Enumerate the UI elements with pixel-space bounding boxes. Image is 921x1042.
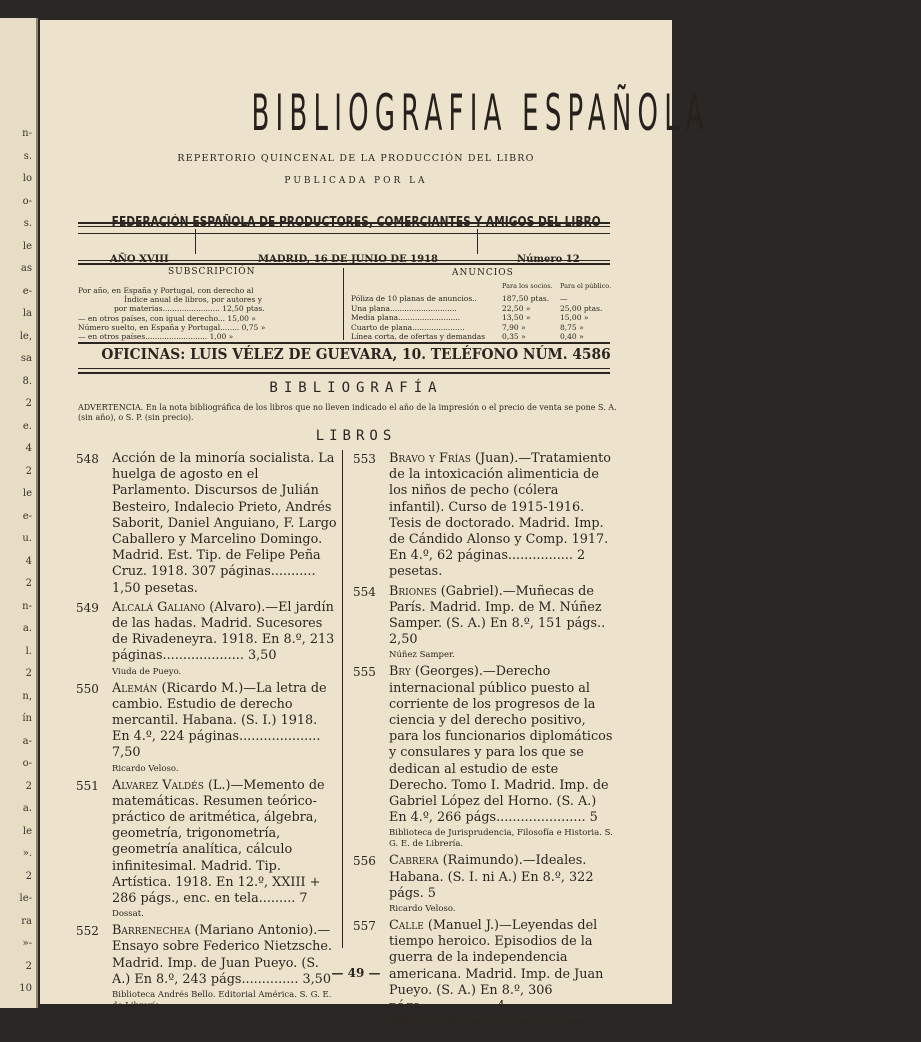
entry-number: 556 [353,854,376,869]
entry-text: (Mariano Antonio).—Ensayo sobre Federico Nietzsche. Madrid. Imp. de Juan Pueyo. (S. A.) En 8.º, 243 págs.............. 3,50 [112,923,333,987]
ad-label: Póliza de 10 planas de anuncios.. [351,294,477,303]
entry-text: (Raimundo).—Ideales. Habana. (S. I. ni A.) En 8.º, 322 págs. 5 [389,853,594,901]
subscription-line: por materias........................ 12,50 ptas. [114,304,265,314]
subsection-heading: LIBROS [315,428,397,444]
book-entry [76,451,338,597]
margin-fragment: n, [22,690,32,702]
page-number: — 49 — [331,966,381,980]
entry-imprint: Núñez Samper. [389,650,455,661]
margin-fragment: 2 [25,870,32,882]
rule [78,226,610,227]
margin-fragment: ». [22,848,32,859]
ads-col-publico: Para el público. [560,282,612,290]
ad-label: Cuarto de plana...................... [351,322,465,332]
entry-author: Bry [389,664,411,680]
rule [78,260,610,261]
book-entry [76,681,338,775]
ad-publico: 0,40 » [560,332,584,342]
year-label: AÑO XVIII [110,254,169,265]
margin-fragment: s. [23,218,32,229]
entry-number: 554 [353,584,376,599]
entry-text: (Gabriel).—Muñecas de París. Madrid. Imp. de M. Núñez Samper. (S. A.) En 8.º, 151 págs.. 2,50 [389,583,606,648]
margin-fragment: 2 [25,398,32,409]
entry-text: (Alvaro).—El jardín de las hadas. Madrid. Sucesores de Rivadeneyra. 1918. En 8.º, 213 páginas.................... 3,50 [112,599,335,664]
entry-number: 553 [353,452,376,466]
margin-fragment: o- [22,758,32,769]
subscription-heading: SUBSCRIPCIÓN [168,267,256,277]
book-entry [76,778,338,921]
ad-publico: 25,00 ptas. [560,303,603,313]
ad-publico: 15,00 » [560,313,589,323]
margin-fragment: a. [22,803,32,814]
entry-number: 548 [76,452,99,466]
entry-author: Briones [389,583,437,599]
journal-title: BIBLIOGRAFIA ESPAÑOLA [251,84,710,142]
book-entry [353,451,613,581]
margin-fragment: le [22,825,32,837]
entry-number: 552 [76,924,99,939]
margin-fragment: a- [22,735,32,747]
rule [78,368,610,369]
margin-fragment: la [22,308,32,319]
rule [78,222,610,224]
entries-left-column [76,451,338,1015]
book-entry [353,853,613,915]
rule [78,342,610,344]
margin-fragment: n- [22,128,32,139]
subscription-line: — en otros países, con igual derecho... 15,00 » [78,313,256,323]
issue-date: MADRID, 16 DE JUNIO DE 1918 [258,254,439,265]
margin-fragment: 2 [25,780,32,792]
entry-text: (Ricardo M.)—La letra de cambio. Estudio de derecho mercantil. Habana. (S. I.) 1918. En 4.º, 224 páginas.................... 7,50 [112,680,327,761]
rule [78,372,610,374]
ads-col-socios: Para los socios. [502,282,553,290]
book-entry [353,584,613,662]
entry-author: Calle [389,918,424,934]
subscription-line: — en otros países.......................... 1,00 » [78,332,234,341]
entry-text: (Juan).—Tratamiento de la intoxicación alimenticia de los niños de pecho (cólera infantil). Curso de 1915-1916. Tesis de doctorado. Madrid. Imp. de Cándido Alonso y Comp. 1917. En 4.º, 62 páginas................ 2 pesetas. [389,451,612,580]
advertencia-note: ADVERTENCIA. En la nota bibliográfica de los libros que no lleven indicado el año de la impresión o el precio de venta se pone S. A. (sin año), o S. P. (sin precio). [78,403,617,422]
issue-number: Número 12 [517,254,580,265]
margin-fragment: e. [22,420,32,432]
entry-number: 555 [353,665,376,680]
entry-imprint: Ricardo Veloso. [112,763,179,774]
entry-text: Acción de la minoría socialista. La huelga de agosto en el Parlamento. Discursos de Julián Besteiro, Indalecio Prieto, Andrés Saborit, Daniel Anguiano, F. Largo Caballero y Marcelino Domingo. Madrid. Est. Tip. de Felipe Peña Cruz. 1918. 307 páginas........... 1,50 pesetas. [112,451,337,596]
divider [343,268,344,340]
ad-socios: 0,35 » [502,332,526,342]
federation-name: FEDERACIÓN ESPAÑOLA DE PRODUCTORES, COMERCIANTES Y AMIGOS DEL LIBRO [111,215,601,230]
entry-author: Bravo y Frías [389,451,471,466]
rule [78,263,610,265]
ad-publico: — [560,294,568,303]
entry-imprint: Ricardo Veloso. [389,904,456,915]
ad-publico: 8,75 » [560,322,584,332]
ad-label: Línea corta, de ofertas y demandas [351,332,486,342]
margin-fragment: 10 [19,983,32,994]
ad-socios: 187,50 ptas. [502,294,550,303]
divider [477,229,478,254]
entries-right-column [353,451,613,1042]
entry-number: 550 [76,681,99,696]
entry-text: (L.)—Memento de matemáticas. Resumen teórico-práctico de aritmética, álgebra, geometría, trigonometría, geometría analítica, cálculo infinitesimal. Madrid. Tip. Artística. 1918. En 12.º, XXIII + 286 págs., enc. en tela......... 7 [112,777,325,907]
margin-fragment: e- [22,285,32,297]
entry-number: 557 [353,919,376,934]
entry-text: (Manuel J.)—Leyendas del tiempo heroico. Episodios de la guerra de la independencia americana. Madrid. Imp. de Juan Pueyo. (S. A.) En 8.º, 306 págs.................. 4 [389,918,604,1015]
margin-fragment: as [20,263,32,274]
entry-imprint: Biblioteca Andrés Bello. Editorial América. S. G. E. de Librería. [112,990,332,1012]
entry-number: 551 [76,778,99,793]
ad-socios: 13,50 » [502,313,531,323]
entry-author: Alvarez Valdés [112,777,204,793]
margin-fragment: sa [20,353,32,364]
margin-fragment: u. [22,533,32,544]
margin-fragment: 8. [22,375,32,387]
margin-fragment: e- [22,510,32,522]
ad-label: Una plana............................ [351,303,457,313]
left-page-edge [0,18,38,1008]
entry-author: Cabrera [389,853,439,869]
margin-fragment: a. [22,623,32,634]
margin-fragment: le [22,488,32,499]
ads-heading: ANUNCIOS [452,268,514,278]
margin-fragment: 4 [25,555,32,567]
document-page [40,20,710,1039]
ad-label: Media plana.......................... [351,313,461,323]
margin-fragment: le, [19,330,32,342]
margin-fragment: o- [22,195,32,207]
book-entry [76,600,338,678]
journal-subtitle: REPERTORIO QUINCENAL DE LA PRODUCCIÓN DEL LIBRO [177,153,535,164]
book-entry [353,664,613,850]
section-heading: BIBLIOGRAFÍA [269,380,443,396]
margin-fragment: 2 [25,668,32,679]
margin-fragment: 2 [25,465,32,477]
subscription-line: Índice anual de libros, por autores y [124,295,262,305]
entry-imprint: Viuda de Pueyo. [112,666,182,677]
margin-fragment: ra [21,915,32,927]
entry-imprint: Dossat. [112,909,144,920]
ad-socios: 22,50 » [502,303,531,313]
entry-author: Barrenechea [112,923,191,939]
margin-fragment: n- [22,600,32,612]
column-divider [342,450,343,948]
entry-imprint: Biblioteca de la Juventud Hispano-Americana. S. G. E. de Librería. [389,1017,611,1039]
offices-address: OFICINAS: LUIS VÉLEZ DE GUEVARA, 10. TELÉFONO NÚM. 4586 [101,346,611,363]
entry-number: 549 [76,600,99,615]
margin-fragment: l. [25,645,32,657]
divider [195,229,196,254]
margin-fragment: le [22,240,32,252]
rule [78,233,610,234]
subscription-line: Número suelto, en España y Portugal........ 0,75 » [78,322,266,332]
ad-socios: 7,90 » [502,322,526,332]
margin-fragment: 2 [25,578,32,589]
margin-fragment: s. [23,150,32,162]
margin-fragment: ín [22,713,32,724]
entry-author: Alemán [112,680,158,696]
entry-text: (Georges).—Derecho internacional público puesto al corriente de los progresos de la ciencia y del derecho positivo, para los funcionarios diplomáticos y consulares y para los que se dedican al estudio de este Derecho. Tomo I. Madrid. Imp. de Gabriel López del Horno. (S. A.) En 4.º, 266 págs...................... 5 [389,664,613,826]
margin-fragment: 4 [25,443,32,454]
published-by: PUBLICADA POR LA [284,176,428,186]
entry-imprint: Biblioteca de Jurisprudencia, Filosofía e Historia. S. G. E. de Librería. [389,828,613,850]
margin-fragment: lo [22,173,32,184]
entry-author: Alcalá Galiano [112,599,206,615]
margin-fragment: 2 [25,960,32,972]
subscription-line: Por año, en España y Portugal, con derecho al [78,286,254,295]
margin-fragment: »- [22,938,32,949]
margin-fragment: le- [19,893,32,904]
